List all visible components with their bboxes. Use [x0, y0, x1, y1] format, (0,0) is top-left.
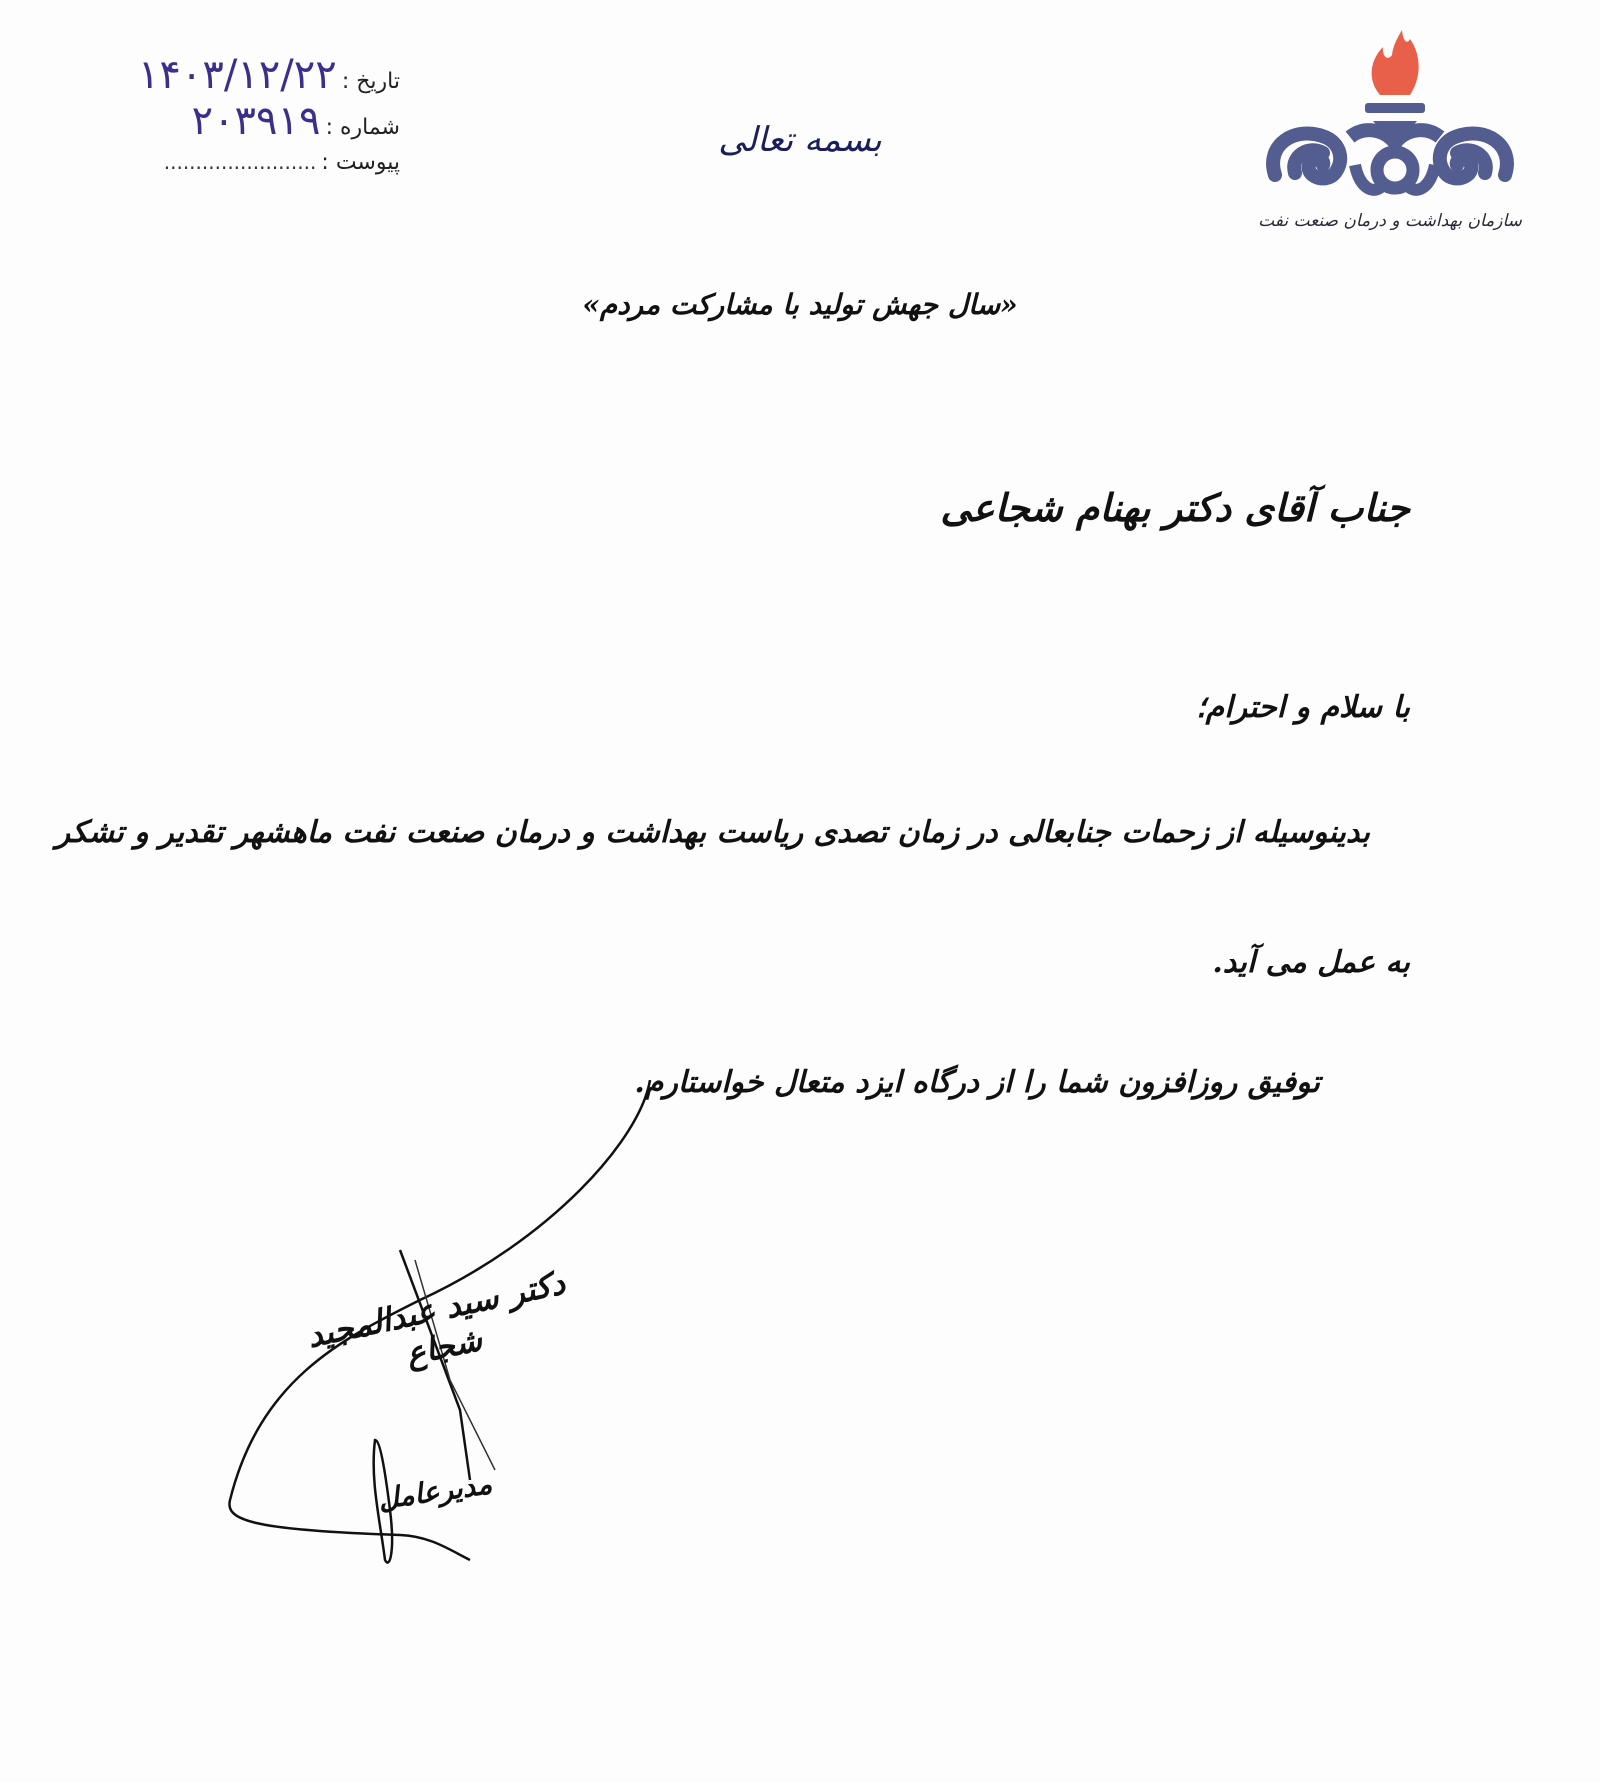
signatory-name: دکتر سید عبدالمجید شجاع	[303, 1263, 569, 1374]
greeting: با سلام و احترام؛	[1196, 690, 1410, 725]
number-row	[100, 98, 400, 144]
nioc-flame-logo-icon	[1255, 25, 1525, 205]
attachment-label: پیوست :	[321, 150, 400, 175]
invocation: بسمه تعالی	[718, 120, 882, 160]
date-label: تاریخ :	[341, 69, 400, 94]
attachment-dots: ........................	[163, 150, 317, 174]
date-value: ۱۴۰۳/۱۲/۲۲	[137, 52, 337, 98]
meta-block	[100, 52, 400, 190]
year-slogan: «سال جهش تولید با مشارکت مردم»	[582, 288, 1018, 321]
number-label: شماره :	[325, 115, 400, 140]
number-value: ۲۰۳۹۱۹	[191, 98, 321, 144]
recipient: جناب آقای دکتر بهنام شجاعی	[940, 485, 1410, 530]
signatory-title: مدیرعامل	[376, 1467, 494, 1516]
attachment-row	[100, 150, 400, 190]
organization-name: سازمان بهداشت و درمان صنعت نفت	[1258, 211, 1522, 231]
organization-logo	[1255, 25, 1525, 240]
body-line-2: به عمل می آید.	[1212, 945, 1410, 980]
date-row	[100, 52, 400, 98]
body-line-1: بدینوسیله از زحمات جنابعالی در زمان تصدی ریاست بهداشت و درمان صنعت نفت ماهشهر تقدیر و تشکر	[55, 815, 1370, 850]
closing: توفیق روزافزون شما را از درگاه ایزد متعال خواستارم.	[634, 1065, 1320, 1100]
